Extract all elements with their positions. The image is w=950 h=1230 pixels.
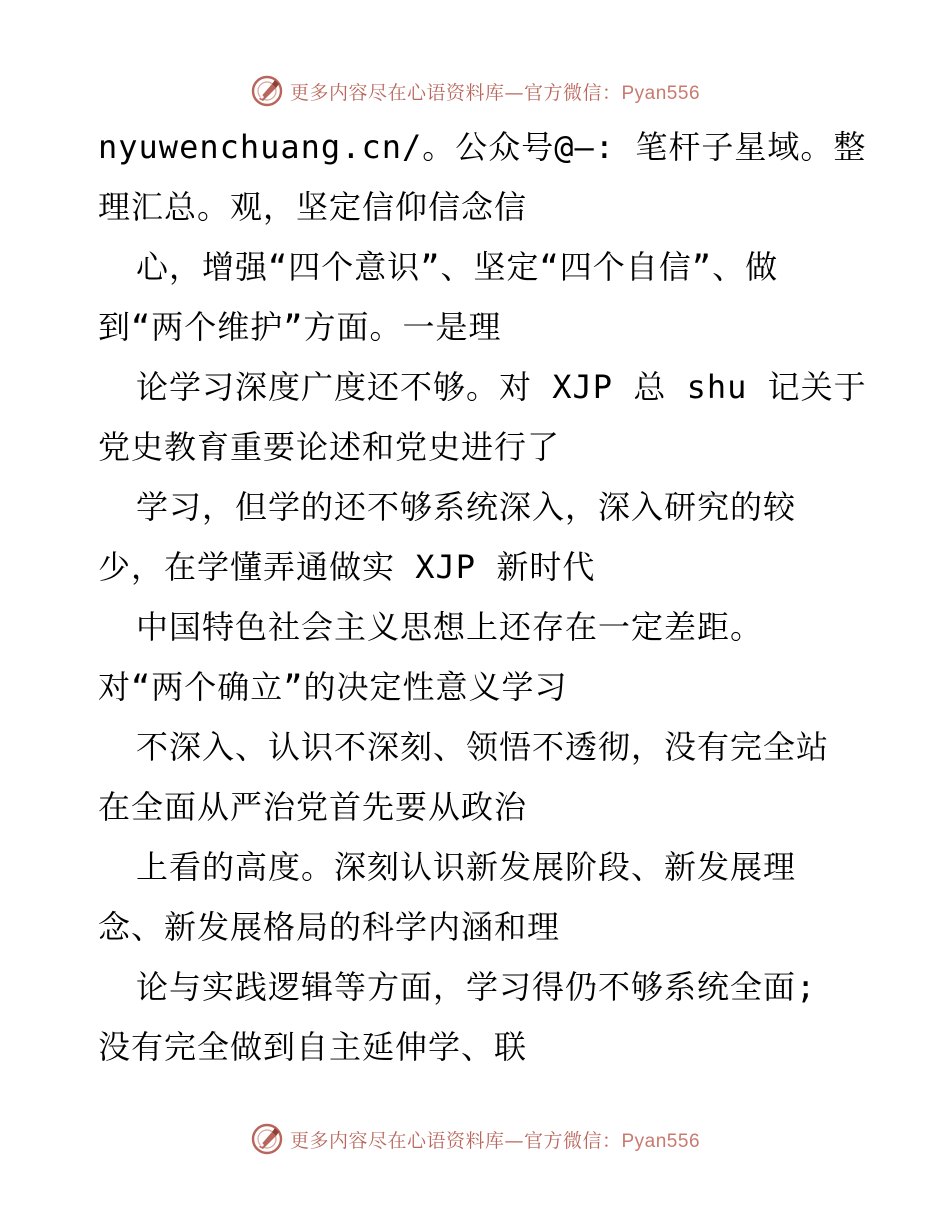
text-line: nyuwenchuang.cn/。公众号@—: 笔杆子星域。整: [98, 128, 867, 166]
text-line: 没有完全做到自主延伸学、联: [98, 1028, 528, 1066]
banner-wechat-handle: Pyan556: [621, 82, 701, 104]
banner-wechat-handle: Pyan556: [621, 1130, 701, 1152]
text-line: 论学习深度广度还不够。对 XJP 总 shu 记关于: [136, 368, 867, 406]
text-line: 中国特色社会主义思想上还存在一定差距。: [136, 608, 764, 646]
text-line: 到“两个维护”方面。一是理: [98, 308, 502, 346]
banner-text: 更多内容尽在心语资料库—官方微信：: [289, 1129, 622, 1152]
document-body: [98, 117, 868, 1077]
pen-nib-logo-icon: [250, 1122, 284, 1156]
text-line: 心，增强“四个意识”、坚定“四个自信”、做: [136, 248, 779, 286]
text-line: 念、新发展格局的科学内涵和理: [98, 908, 561, 946]
text-line: 学习，但学的还不够系统深入，深入研究的较: [136, 488, 797, 526]
text-line: 少，在学懂弄通做实 XJP 新时代: [98, 548, 596, 586]
text-line: 上看的高度。深刻认识新发展阶段、新发展理: [136, 848, 797, 886]
footer-banner: [0, 1119, 950, 1159]
header-banner: [0, 71, 950, 111]
text-line: 不深入、认识不深刻、领悟不透彻，没有完全站: [136, 728, 830, 766]
text-line: 理汇总。观，坚定信仰信念信: [98, 188, 528, 226]
text-line: 论与实践逻辑等方面，学习得仍不够系统全面;: [136, 968, 817, 1006]
banner-text: 更多内容尽在心语资料库—官方微信：: [289, 81, 622, 104]
text-line: 在全面从严治党首先要从政治: [98, 788, 528, 826]
text-line: 党史教育重要论述和党史进行了: [98, 428, 561, 466]
text-line: 对“两个确立”的决定性意义学习: [98, 668, 568, 706]
pen-nib-logo-icon: [250, 74, 284, 108]
